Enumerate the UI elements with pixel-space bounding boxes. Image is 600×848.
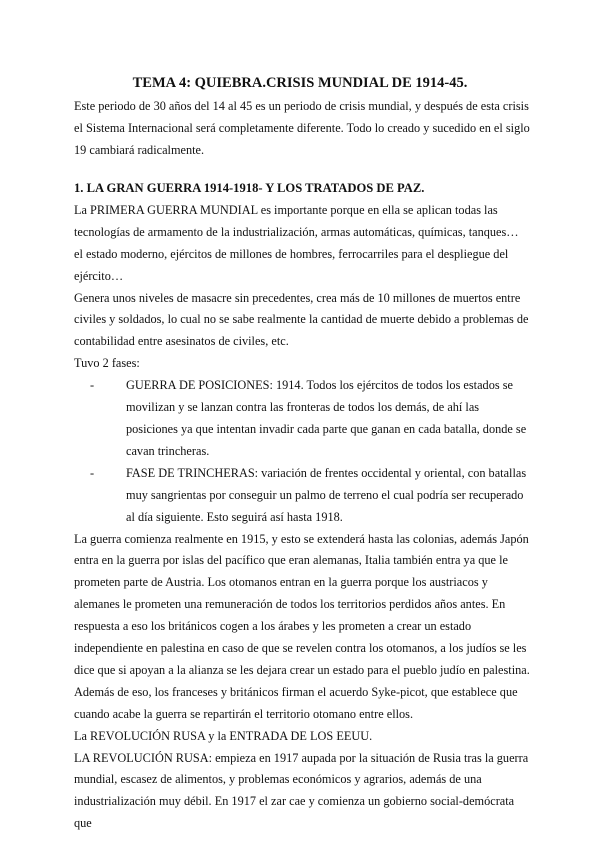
document-title: TEMA 4: QUIEBRA.CRISIS MUNDIAL DE 1914-45. [132, 75, 468, 91]
list-dash: - [90, 378, 95, 393]
list-item [74, 375, 530, 463]
list-item [74, 463, 530, 529]
list-item-text: FASE DE TRINCHERAS: variación de frentes occidental y oriental, con batallas muy sangrientas por conseguir un palmo de terreno el cual podría ser recuperado al día siguiente. Esto seguirá así hasta 1918. [126, 465, 527, 524]
section-1 [74, 178, 530, 835]
body-paragraph: LA REVOLUCIÓN RUSA: empieza en 1917 aupada por la situación de Rusia tras la guerra mundial, escasez de alimentos, y problemas económicos y agrarios, además de una industrialización muy débil. En 1917 el zar cae y comienza un gobierno social-demócrata que [74, 750, 529, 831]
intro-block [74, 96, 530, 162]
body-paragraph: Tuvo 2 fases: [74, 356, 140, 371]
intro-paragraph: Este periodo de 30 años del 14 al 45 es un periodo de crisis mundial, y después de esta crisis el Sistema Internacional será completamente diferente. Todo lo creado y sucedido en el siglo 19 cambiará radicalmente. [74, 99, 530, 157]
body-paragraph: La PRIMERA GUERRA MUNDIAL es importante porque en ella se aplican todas las tecnologías de armamento de la industrialización, armas automáticas, químicas, tanques… el estado moderno, ejércitos de millones de hombres, ferrocarriles para el despliegue del ejército… [74, 202, 519, 283]
body-paragraph: Genera unos niveles de masacre sin precedentes, crea más de 10 millones de muertos entre civiles y soldados, lo cual no se sabe realmente la cantidad de muerte debido a problemas de contabilidad entre asesinatos de civiles, etc. [74, 290, 529, 349]
subheading-line: La REVOLUCIÓN RUSA y la ENTRADA DE LOS EEUU. [74, 728, 373, 743]
section-heading: 1. LA GRAN GUERRA 1914-1918- Y LOS TRATADOS DE PAZ. [74, 181, 425, 195]
body-paragraph: La guerra comienza realmente en 1915, y esto se extenderá hasta las colonias, además Japón entra en la guerra por islas del pacífico que eran alemanas, Italia también entra ya que le prometen parte de Austria. Los otomanos entran en la guerra porque los austriacos y alemanes le prometen una remuneración de todos los territorios perdidos años antes. En respuesta a eso los británicos cogen a los árabes y les prometen a crear un estado independiente en palestina en caso de que se revelen contra los otomanos, a los judíos se les dice que si apoyan a la alianza se les dejara crear un estado para el pueblo judío en palestina. Además de eso, los franceses y británicos firman el acuerdo Syke-picot, que establece que cuando acabe la guerra se repartirán el territorio otomano entre ellos. [74, 531, 530, 721]
list-item-text: GUERRA DE POSICIONES: 1914. Todos los ejércitos de todos los estados se movilizan y se lanzan contra las fronteras de todos los demás, de ahí las posiciones ya que intentan invadir cada parte que ganan en cada batalla, donde se cavan trincheras. [126, 378, 527, 458]
list-dash: - [90, 465, 95, 480]
